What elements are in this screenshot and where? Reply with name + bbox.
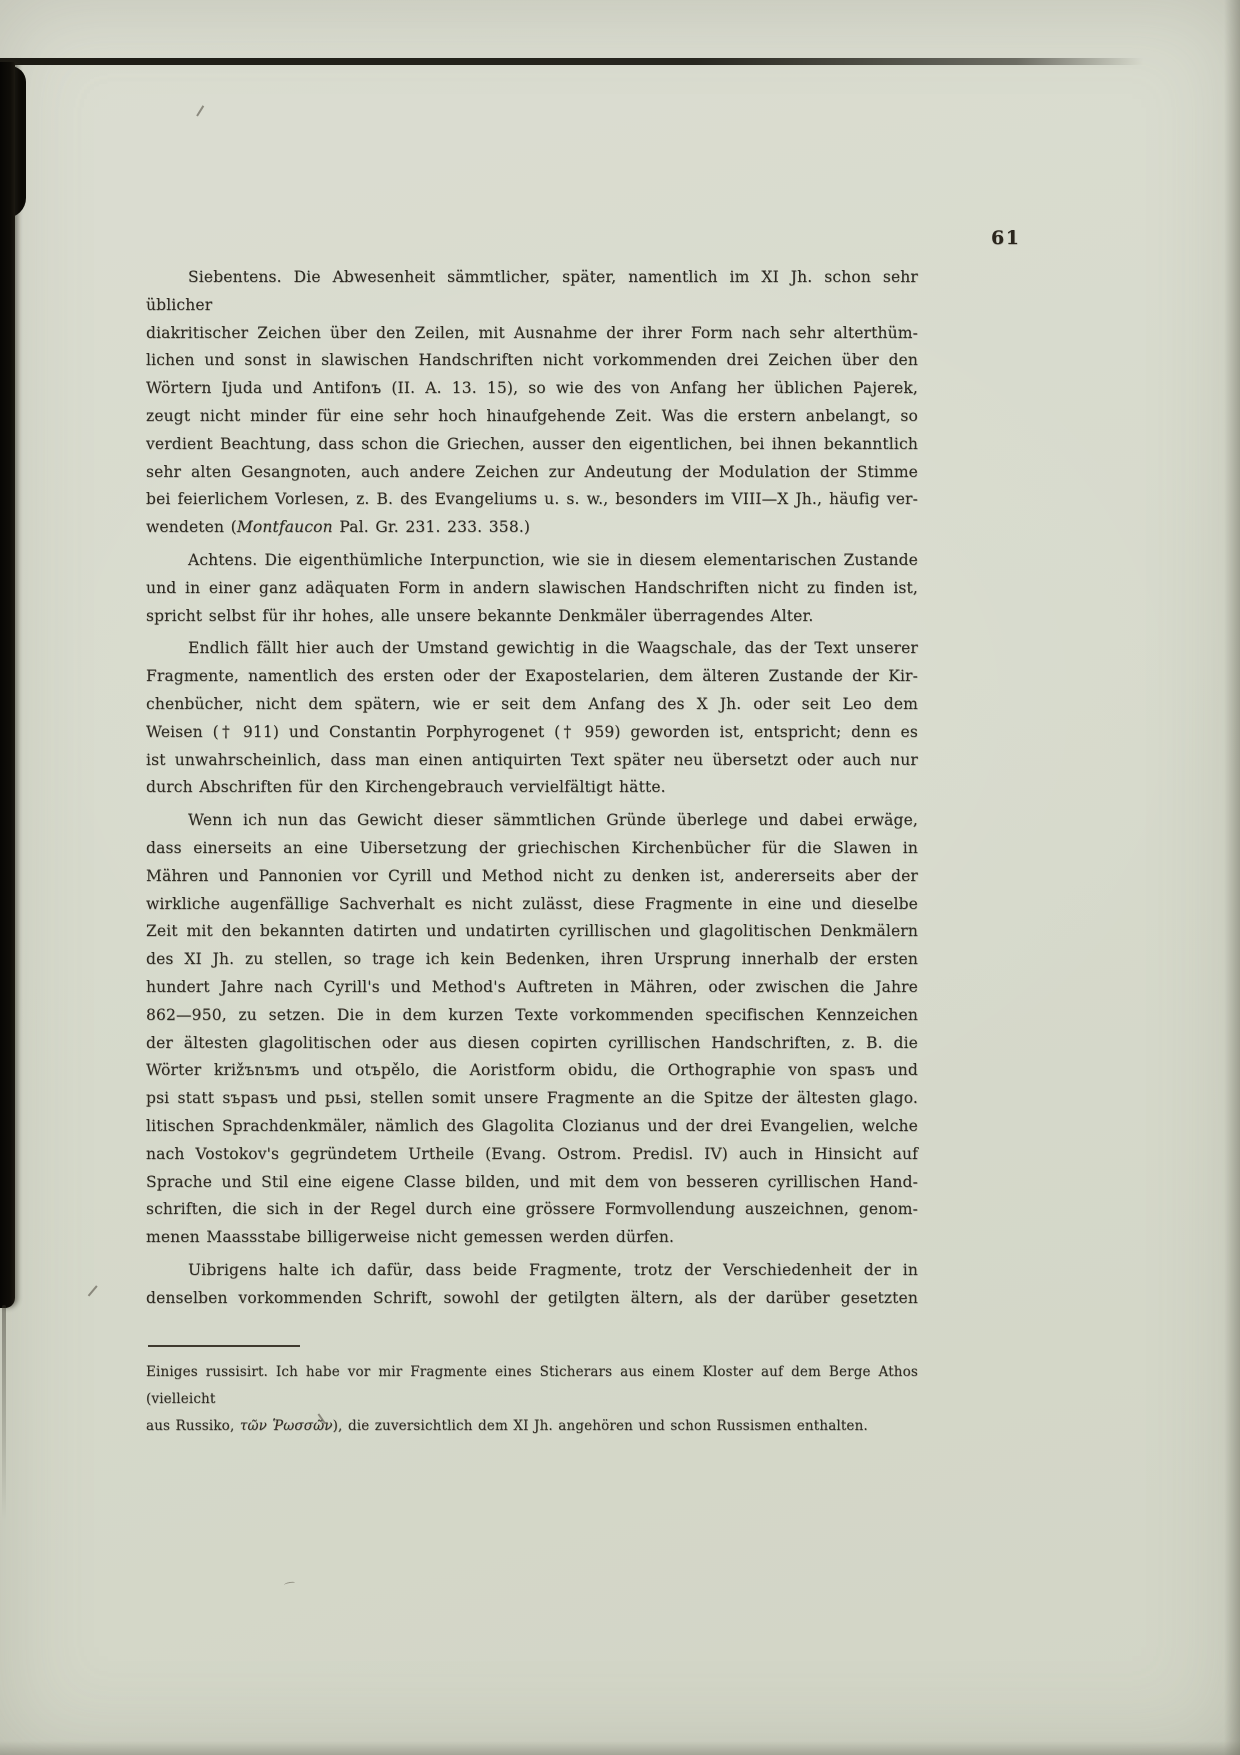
- text-line: schriften, die sich in der Regel durch eine grössere Formvollendung auszeichnen, genom-: [146, 1200, 918, 1219]
- text-line: wirkliche augenfällige Sachverhalt es nicht zulässt, diese Fragmente in eine und dieselbe: [146, 894, 918, 913]
- text-line: Endlich fällt hier auch der Umstand gewichtig in die Waagschale, das der Text unserer: [188, 639, 918, 658]
- text-line: dass einerseits an eine Uibersetzung der griechischen Kirchenbücher für die Slawen in: [146, 838, 918, 857]
- text-line: hundert Jahre nach Cyrill's und Method's Auftreten in Mähren, oder zwischen die Jahre: [146, 977, 918, 996]
- paragraph-wenn-ich: [146, 807, 918, 1252]
- scan-top-edge-line: [0, 58, 1155, 65]
- page-number: 61: [991, 227, 1021, 249]
- text-line: zeugt nicht minder für eine sehr hoch hinaufgehende Zeit. Was die erstern anbelangt, so: [146, 406, 918, 425]
- text-line: nach Vostokov's gegründetem Urtheile (Evang. Ostrom. Predisl. IV) auch in Hinsicht auf: [146, 1144, 918, 1163]
- greek-phrase: τῶν Ῥωσσῶν: [239, 1418, 333, 1435]
- text-line: bei feierlichem Vorlesen, z. B. des Evangeliums u. s. w., besonders im VIII—X Jh., häufig ver-: [146, 490, 918, 509]
- text-line: ist unwahrscheinlich, dass man einen antiquirten Text später neu übersetzt oder auch nur: [146, 750, 918, 769]
- text-line: durch Abschriften für den Kirchengebrauch vervielfältigt hätte.: [146, 778, 666, 797]
- text-segment: wendeten (: [146, 518, 237, 537]
- paragraph-uibrigens: [146, 1257, 918, 1313]
- text-line: diakritischer Zeichen über den Zeilen, mit Ausnahme der ihrer Form nach sehr alterthüm-: [146, 323, 918, 342]
- text-line: 862—950, zu setzen. Die in dem kurzen Texte vorkommenden specifischen Kennzeichen: [146, 1005, 918, 1024]
- text-line: chenbücher, nicht dem spätern, wie er seit dem Anfang des X Jh. oder seit Leo dem: [146, 694, 918, 713]
- footnote-line: Einiges russisirt. Ich habe vor mir Fragmente eines Sticherars aus einem Kloster auf dem Berge Athos (vielleicht: [146, 1364, 918, 1408]
- footnote: [146, 1359, 918, 1440]
- text-line: [146, 514, 918, 542]
- footnote-line: [146, 1413, 918, 1440]
- paragraph-endlich: [146, 635, 918, 802]
- text-line: sehr alten Gesangnoten, auch andere Zeichen zur Andeutung der Modulation der Stimme: [146, 462, 918, 481]
- text-line: und in einer ganz adäquaten Form in andern slawischen Handschriften nicht zu finden ist,: [146, 578, 918, 597]
- text-line: litischen Sprachdenkmäler, nämlich des Glagolita Clozianus und der drei Evangelien, welche: [146, 1116, 918, 1135]
- pen-mark: [88, 1285, 98, 1296]
- text-line: menen Maassstabe billigerweise nicht gemessen werden dürfen.: [146, 1228, 675, 1247]
- pen-mark: [284, 1581, 295, 1586]
- text-line: Fragmente, namentlich des ersten oder der Exapostelarien, dem älteren Zustande der Kir-: [146, 667, 918, 686]
- text-line: Wörter križъnъmъ und otъpělo, die Aoristform obidu, die Orthographie von spasъ und: [146, 1061, 918, 1080]
- text-line: verdient Beachtung, dass schon die Griechen, ausser den eigentlichen, bei ihnen bekanntlich: [146, 434, 918, 453]
- text-line: Achtens. Die eigenthümliche Interpunction, wie sie in diesem elementarischen Zustande: [188, 550, 918, 569]
- page-right-edge-shading: [1224, 0, 1240, 1755]
- text-segment: aus Russiko,: [146, 1418, 240, 1435]
- text-line: der ältesten glagolitischen oder aus diesen copirten cyrillischen Handschriften, z. B. die: [146, 1033, 918, 1052]
- binding-shadow-bar: [0, 62, 15, 1308]
- text-line: Siebentens. Die Abwesenheit sämmtlicher, später, namentlich im XI Jh. schon sehr üblicher: [146, 268, 918, 314]
- pen-mark: [196, 105, 204, 116]
- paragraph-siebentens: [146, 264, 918, 542]
- text-line: denselben vorkommenden Schrift, sowohl der getilgten ältern, als der darüber gesetzten: [146, 1288, 918, 1307]
- text-line: psi statt sъpasъ und pьsi, stellen somit unsere Fragmente an die Spitze der ältesten glago.: [146, 1089, 918, 1108]
- text-line: Uibrigens halte ich dafür, dass beide Fragmente, trotz der Verschiedenheit der in: [188, 1260, 918, 1279]
- text-line: Sprache und Stil eine eigene Classe bilden, und mit dem von besseren cyrillischen Hand-: [146, 1172, 918, 1191]
- footnote-separator: [148, 1345, 300, 1347]
- text-line: spricht selbst für ihr hohes, alle unsere bekannte Denkmäler überragendes Alter.: [146, 606, 814, 625]
- text-line: Wenn ich nun das Gewicht dieser sämmtlichen Gründe überlege und dabei erwäge,: [188, 811, 918, 830]
- text-line: Zeit mit den bekannten datirten und undatirten cyrillischen und glagolitischen Denkmälern: [146, 922, 918, 941]
- text-line: des XI Jh. zu stellen, so trage ich kein Bedenken, ihren Ursprung innerhalb der ersten: [146, 950, 918, 969]
- text-column: [146, 264, 918, 1440]
- text-line: Mähren und Pannonien vor Cyrill und Method nicht zu denken ist, andererseits aber der: [146, 866, 918, 885]
- binding-shadow-tail: [2, 1305, 6, 1520]
- text-line: Weisen († 911) und Constantin Porphyrogenet († 959) geworden ist, entspricht; denn es: [146, 722, 918, 741]
- text-segment: Pal. Gr. 231. 233. 358.): [332, 518, 531, 537]
- text-segment: ), die zuversichtlich dem XI Jh. angehören und schon Russismen enthalten.: [332, 1418, 868, 1435]
- text-line: Wörtern Ijuda und Antifonъ (II. A. 13. 15), so wie des von Anfang her üblichen Pajerek,: [146, 379, 918, 398]
- page-bottom-edge-shading: [0, 1741, 1240, 1755]
- cited-author: Montfaucon: [236, 518, 333, 537]
- text-line: lichen und sonst in slawischen Handschriften nicht vorkommenden drei Zeichen über den: [146, 351, 918, 370]
- paragraph-achtens: [146, 547, 918, 630]
